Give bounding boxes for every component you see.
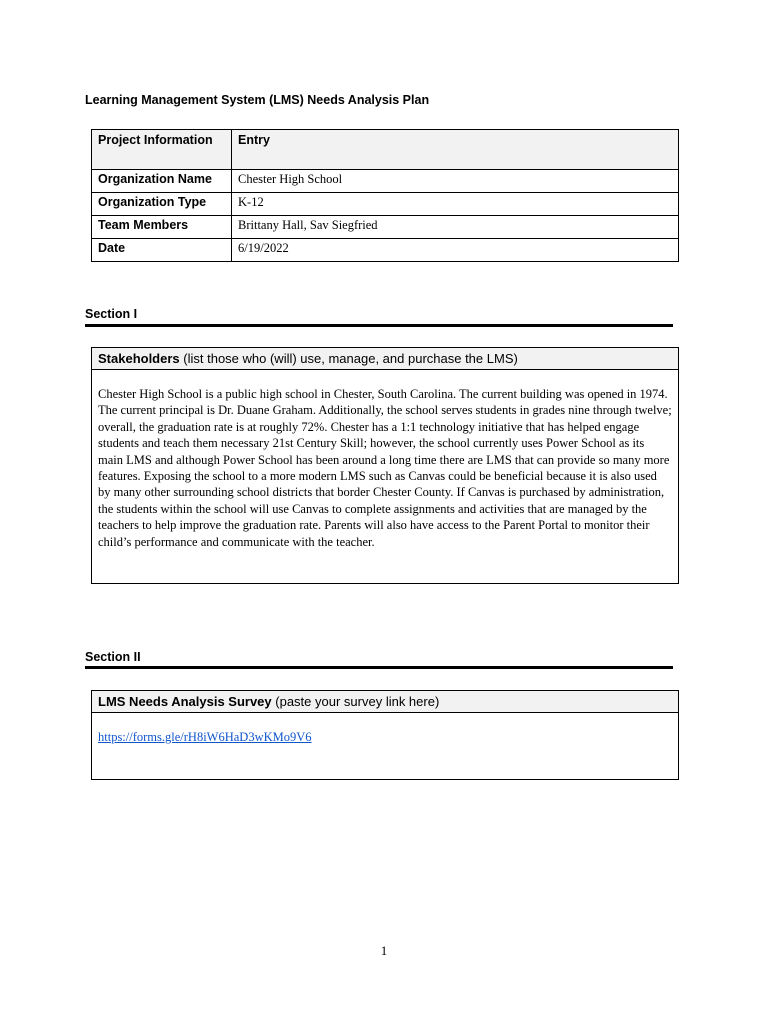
survey-box [91, 690, 679, 780]
row-label: Organization Name [92, 170, 232, 193]
survey-body [92, 713, 678, 755]
section-2-divider [85, 666, 673, 669]
table-row [92, 216, 679, 239]
survey-title: LMS Needs Analysis Survey [98, 694, 272, 709]
survey-instructions: (paste your survey link here) [271, 694, 440, 709]
header-cell-entry: Entry [232, 130, 679, 170]
table-row [92, 239, 679, 262]
page-number: 1 [380, 943, 388, 958]
section-1-divider [85, 324, 673, 327]
project-info-table [91, 129, 679, 262]
stakeholders-title: Stakeholders [98, 351, 180, 366]
section-2-heading: Section II [85, 650, 141, 664]
table-header-row [92, 130, 679, 170]
stakeholders-instructions: (list those who (will) use, manage, and purchase the LMS) [179, 351, 518, 366]
row-value: Brittany Hall, Sav Siegfried [232, 216, 679, 239]
row-value: K-12 [232, 193, 679, 216]
stakeholders-body: Chester High School is a public high school in Chester, South Carolina. The current building was opened in 1974. The current principal is Dr. Duane Graham. Additionally, the school serves students in grades nine through twelve; overall, the graduation rate is at roughly 72%. Chester has a 1:1 technology initiative that has helped engage students and teach them necessary 21st Century Skill; however, the school currently uses Power School as its main LMS and although Power School has been around a long time there are LMS that can provide so many more features. Exposing the school to a more modern LMS such as Canvas could be beneficial because it is also used by many other surrounding school districts that border Chester County. If Canvas is purchased by administration, the students within the school will use Canvas to complete assignments and activities that are managed by the teachers to help improve the graduation rate. Parents will also have access to the Parent Portal to monitor their child’s performance and communicate with the teacher. [98, 387, 672, 549]
document-title: Learning Management System (LMS) Needs Analysis Plan [85, 93, 430, 107]
row-value: 6/19/2022 [232, 239, 679, 262]
row-label: Team Members [92, 216, 232, 239]
section-1-heading: Section I [85, 307, 138, 321]
survey-link[interactable]: https://forms.gle/rH8iW6HaD3wKMo9V6 [98, 730, 312, 744]
survey-box-header [92, 691, 678, 713]
row-value: Chester High School [232, 170, 679, 193]
row-label: Date [92, 239, 232, 262]
stakeholders-box-header [92, 348, 678, 370]
header-cell-project-information: Project Information [92, 130, 232, 170]
table-row [92, 170, 679, 193]
row-label: Organization Type [92, 193, 232, 216]
table-row [92, 193, 679, 216]
stakeholders-box [91, 347, 679, 584]
